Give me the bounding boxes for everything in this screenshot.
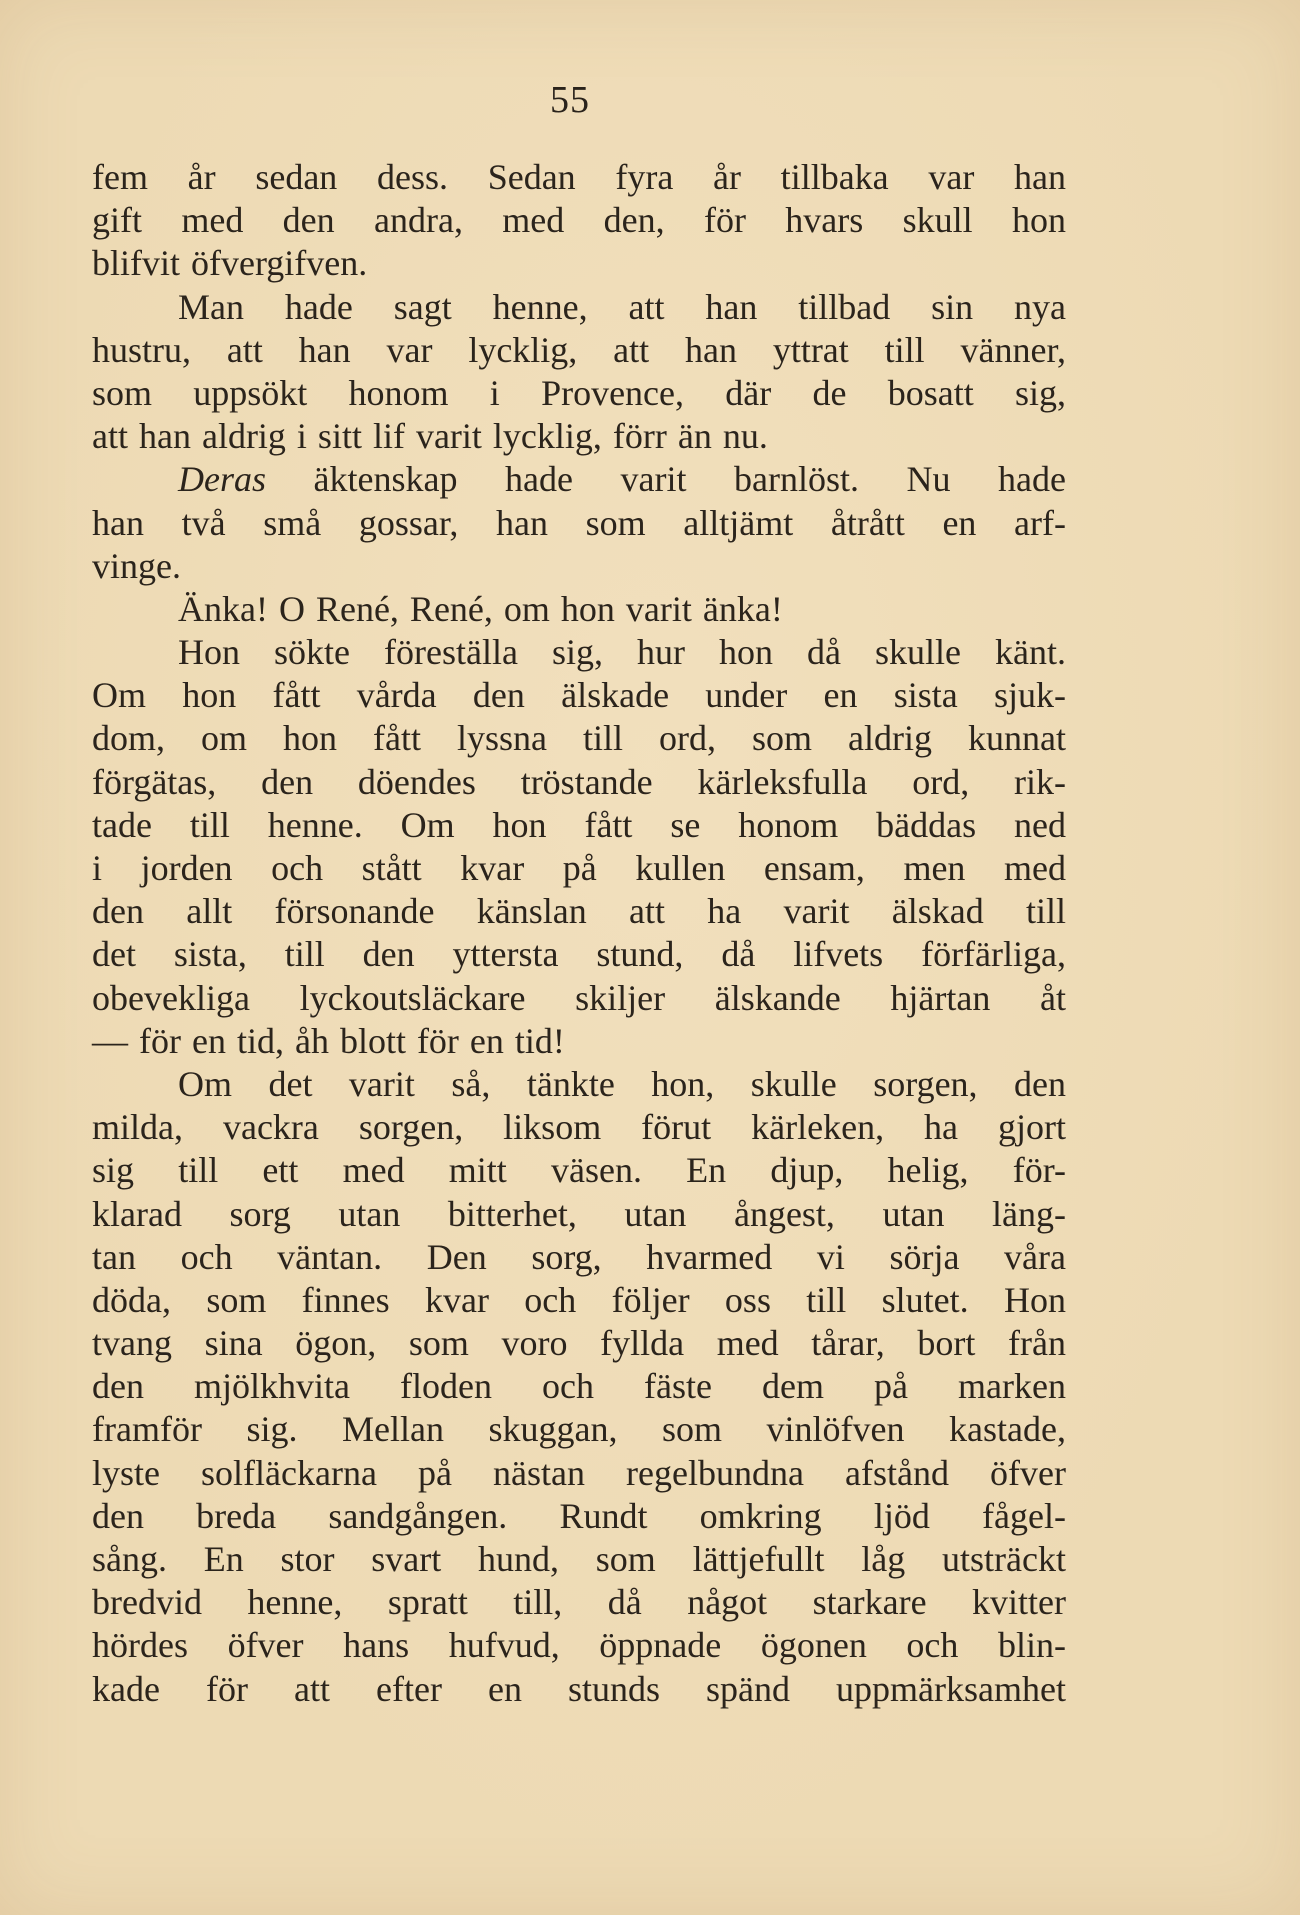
- page-number: 55: [550, 79, 590, 121]
- text-line: vinge.: [92, 545, 181, 586]
- text-line: klarad sorg utan bitterhet, utan ångest, utan läng-: [92, 1193, 1066, 1234]
- text-line: tvang sina ögon, som voro fyllda med tårar, bort från: [92, 1323, 1066, 1364]
- text-line: Om det varit så, tänkte hon, skulle sorgen, den: [178, 1063, 1066, 1104]
- italic-word: Deras: [178, 459, 266, 500]
- text-line: det sista, till den yttersta stund, då lifvets förfärliga,: [92, 934, 1066, 975]
- text-line: att han aldrig i sitt lif varit lycklig, förr än nu.: [92, 416, 768, 457]
- text-segment: äktenskap hade varit barnlöst. Nu hade: [266, 459, 1066, 500]
- text-line: Hon sökte föreställa sig, hur hon då skulle känt.: [178, 632, 1066, 673]
- text-line: tade till henne. Om hon fått se honom bäddas ned: [92, 804, 1066, 845]
- text-line: den breda sandgången. Rundt omkring ljöd fågel-: [92, 1495, 1066, 1536]
- text-line: lyste solfläckarna på nästan regelbundna afstånd öfver: [92, 1452, 1066, 1493]
- text-line: sig till ett med mitt väsen. En djup, helig, för-: [92, 1150, 1066, 1191]
- text-line: den allt försonande känslan att ha varit älskad till: [92, 891, 1066, 932]
- text-line: Om hon fått vårda den älskade under en sista sjuk-: [92, 675, 1066, 716]
- text-line: framför sig. Mellan skuggan, som vinlöfven kastade,: [92, 1409, 1066, 1450]
- text-line: hördes öfver hans hufvud, öppnade ögonen och blin-: [92, 1625, 1066, 1666]
- text-line: Man hade sagt henne, att han tillbad sin nya: [178, 286, 1066, 327]
- text-line: förgätas, den döendes tröstande kärleksfulla ord, rik-: [92, 761, 1066, 802]
- text-line: obevekliga lyckoutsläckare skiljer älskande hjärtan åt: [92, 977, 1066, 1018]
- text-line: — för en tid, åh blott för en tid!: [92, 1020, 565, 1061]
- text-line: milda, vackra sorgen, liksom förut kärleken, ha gjort: [92, 1107, 1066, 1148]
- text-line: bredvid henne, spratt till, då något starkare kvitter: [92, 1582, 1066, 1623]
- text-line: [92, 458, 1066, 501]
- text-line: dom, om hon fått lyssna till ord, som aldrig kunnat: [92, 718, 1066, 759]
- text-line: tan och väntan. Den sorg, hvarmed vi sörja våra: [92, 1236, 1066, 1277]
- text-line: Änka! O René, René, om hon varit änka!: [178, 588, 783, 629]
- text-line: kade för att efter en stunds spänd uppmärksamhet: [92, 1668, 1066, 1709]
- text-line: fem år sedan dess. Sedan fyra år tillbaka var han: [92, 157, 1066, 197]
- text-line: hustru, att han var lycklig, att han yttrat till vänner,: [92, 329, 1066, 370]
- body-text: [92, 156, 1066, 1711]
- text-line: sång. En stor svart hund, som lättjefullt låg utsträckt: [92, 1539, 1066, 1579]
- text-line: döda, som finnes kvar och följer oss till slutet. Hon: [92, 1279, 1066, 1320]
- text-line: blifvit öfvergifven.: [92, 243, 368, 284]
- text-line: i jorden och stått kvar på kullen ensam, men med: [92, 848, 1066, 888]
- text-line: som uppsökt honom i Provence, där de bosatt sig,: [92, 372, 1066, 413]
- text-line: gift med den andra, med den, för hvars skull hon: [92, 200, 1066, 241]
- text-line: den mjölkhvita floden och fäste dem på marken: [92, 1366, 1066, 1407]
- text-line: han två små gossar, han som alltjämt åtrått en arf-: [92, 502, 1066, 543]
